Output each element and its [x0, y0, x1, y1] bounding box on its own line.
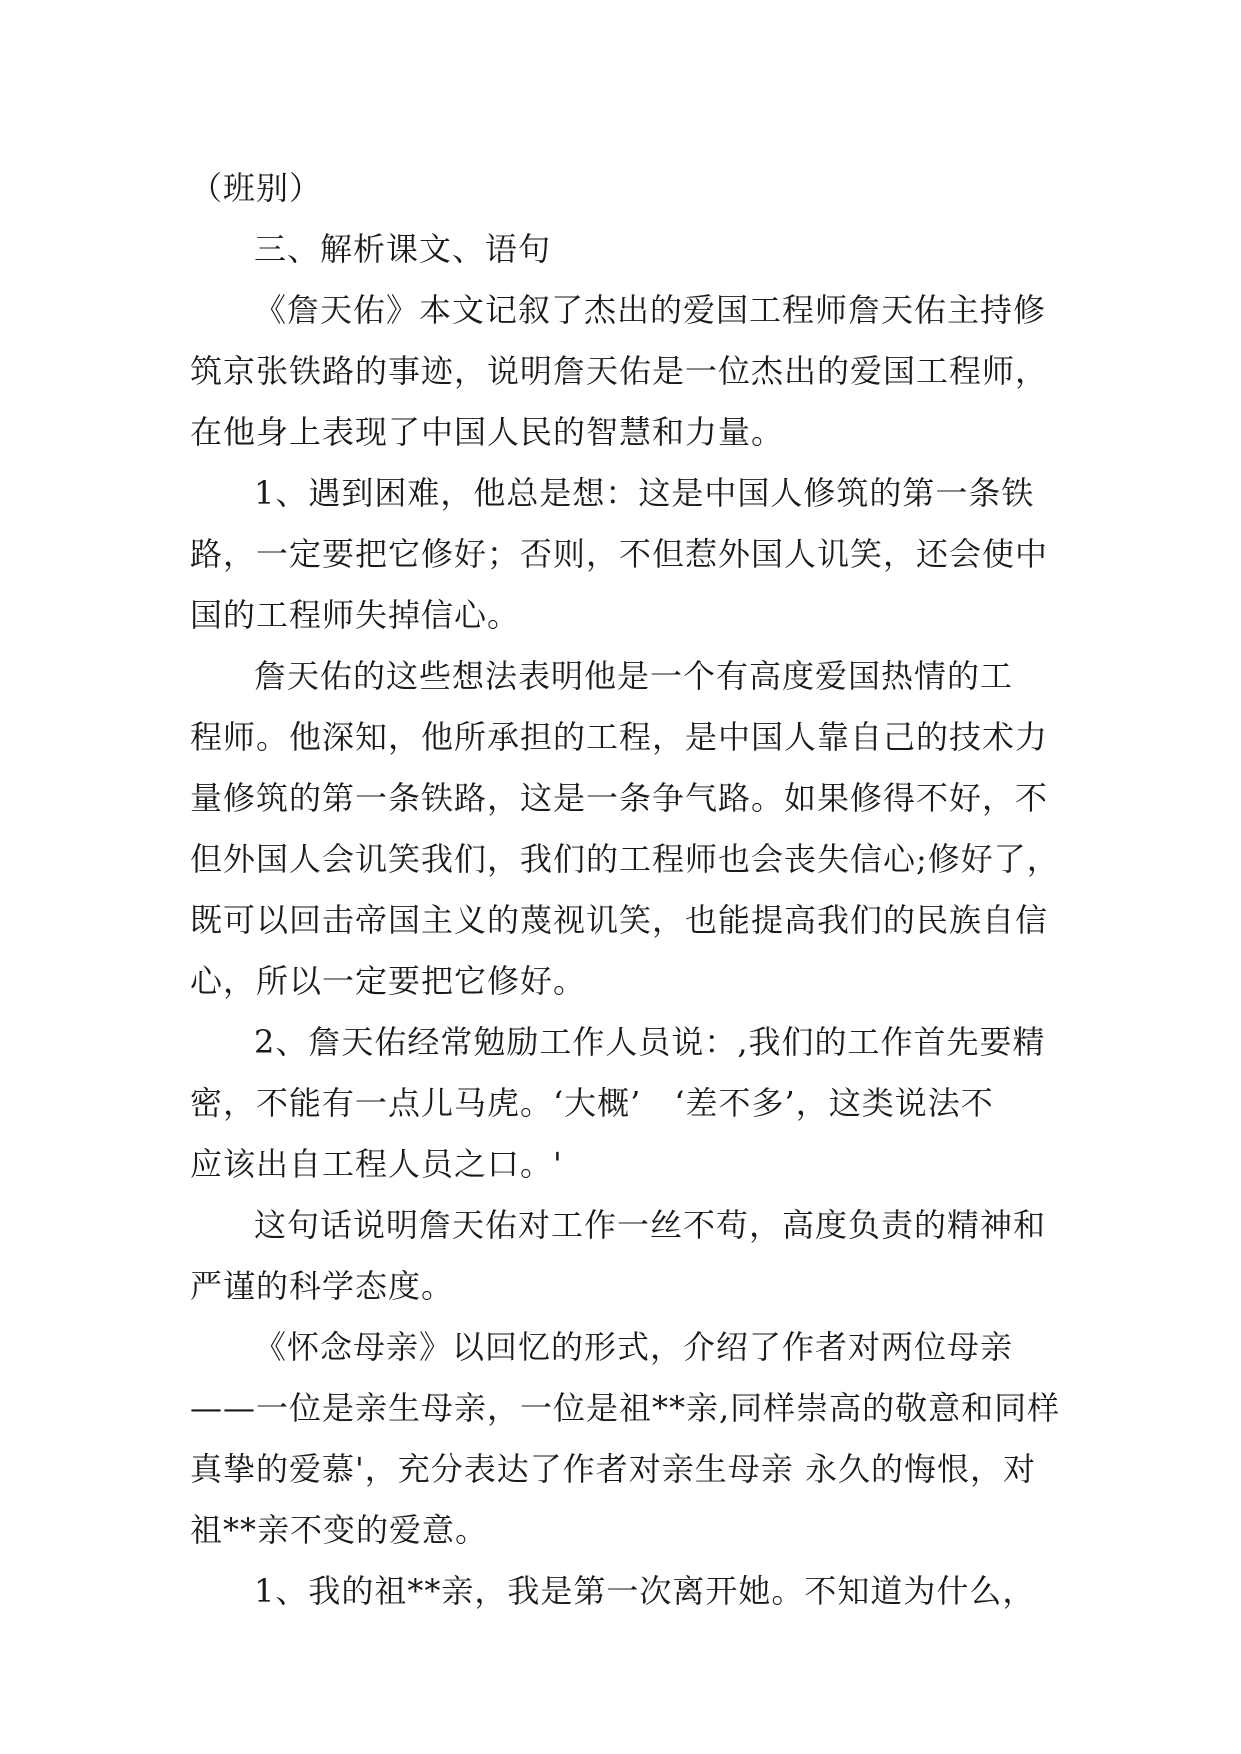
text-line: 三、解析课文、语句	[254, 230, 552, 268]
text-line: 国的工程师失掉信心。	[190, 596, 521, 634]
document-body	[190, 158, 1060, 1622]
text-line: 《詹天佑》本文记叙了杰出的爱国工程师詹天佑主持修	[254, 291, 1047, 329]
text-line: 既可以回击帝国主义的蔑视讥笑，也能提高我们的民族自信	[190, 901, 1049, 939]
text-line: 心，所以一定要把它修好。	[190, 962, 587, 1000]
text-line: 1、遇到困难，他总是想：这是中国人修筑的第一条铁	[254, 474, 1035, 512]
text-line: ——一位是亲生母亲，一位是祖**亲,同样崇高的敬意和同样	[190, 1389, 1061, 1427]
text-line: 密，不能有一点儿马虎。‘大概’ ‘差不多’，这类说法不	[190, 1084, 994, 1122]
text-line: 程师。他深知，他所承担的工程，是中国人靠自己的技术力	[190, 718, 1049, 756]
text-line: 筑京张铁路的事迹，说明詹天佑是一位杰出的爱国工程师，	[190, 352, 1049, 390]
text-line: 这句话说明詹天佑对工作一丝不苟，高度负责的精神和	[254, 1206, 1047, 1244]
text-line: （班别）	[190, 169, 323, 207]
text-line: 《怀念母亲》以回忆的形式，介绍了作者对两位母亲	[254, 1328, 1014, 1366]
text-line: 但外国人会讥笑我们，我们的工程师也会丧失信心;修好了，	[190, 840, 1060, 878]
text-line: 应该出自工程人员之口。'	[190, 1145, 563, 1183]
text-line: 祖**亲不变的爱意。	[190, 1511, 489, 1549]
text-line: 路，一定要把它修好；否则，不但惹外国人讥笑，还会使中	[190, 535, 1049, 573]
text-line: 在他身上表现了中国人民的智慧和力量。	[190, 413, 785, 451]
text-line: 严谨的科学态度。	[190, 1267, 455, 1305]
text-line: 量修筑的第一条铁路，这是一条争气路。如果修得不好，不	[190, 779, 1049, 817]
text-line: 2、詹天佑经常勉励工作人员说：,我们的工作首先要精	[254, 1023, 1046, 1061]
text-line: 真挚的爱慕'，充分表达了作者对亲生母亲 永久的悔恨，对	[190, 1450, 1036, 1488]
text-line: 詹天佑的这些想法表明他是一个有高度爱国热情的工	[254, 657, 1014, 695]
text-line: 1、我的祖**亲，我是第一次离开她。不知道为什么，	[254, 1572, 1036, 1610]
